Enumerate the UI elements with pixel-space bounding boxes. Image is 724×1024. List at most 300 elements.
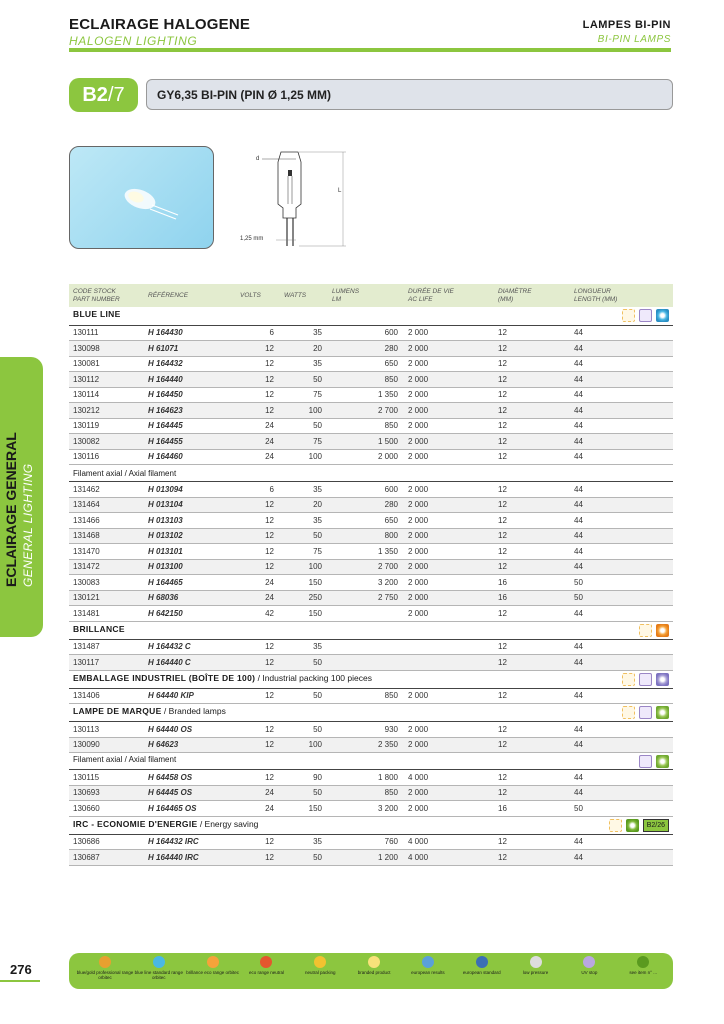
table-row: [69, 544, 673, 560]
cell-volts: 24: [236, 418, 280, 434]
table-row: [69, 513, 673, 529]
cell-watts: 50: [280, 418, 328, 434]
cell-ref: H 013103: [144, 513, 236, 529]
table-subsection-header: [69, 753, 673, 770]
dash-icon: [622, 673, 635, 686]
legend-label: eco range neutral: [248, 970, 284, 975]
section-subtitle: / Industrial packing 100 pieces: [255, 672, 372, 683]
cell-volts: 6: [236, 325, 280, 341]
circ-lilac-icon: [656, 673, 669, 686]
circ-blue-icon: [656, 309, 669, 322]
header-right: [583, 19, 671, 45]
section-subtitle: / Axial filament: [122, 754, 177, 764]
table-row: [69, 497, 673, 513]
cell-length: 50: [570, 575, 673, 591]
table-row: [69, 655, 673, 671]
legend-symbol-icon: [583, 956, 595, 968]
cell-length: 44: [570, 513, 673, 529]
section-title: LAMPE DE MARQUE: [73, 706, 162, 716]
cell-ref: H 64623: [144, 737, 236, 753]
table-row: [69, 801, 673, 817]
cell-lumens: 2 700: [328, 559, 404, 575]
cell-code: 131470: [69, 544, 144, 560]
cell-ref: H 013101: [144, 544, 236, 560]
table-row: [69, 834, 673, 850]
cell-diameter: 12: [494, 722, 570, 738]
section-subtitle: / Branded lamps: [161, 706, 226, 716]
cell-ref: H 642150: [144, 606, 236, 622]
cell-length: 44: [570, 387, 673, 403]
cell-watts: 50: [280, 528, 328, 544]
cell-volts: 12: [236, 737, 280, 753]
side-tab: [0, 357, 43, 637]
cell-watts: 20: [280, 341, 328, 357]
cell-ref: H 64440 OS: [144, 722, 236, 738]
legend-label: brillance eco range orbitec: [186, 970, 240, 975]
table-row: [69, 434, 673, 450]
cell-ref: H 164440 IRC: [144, 850, 236, 866]
cell-life: 2 000: [404, 528, 494, 544]
cell-volts: 12: [236, 559, 280, 575]
lamp-dimension-diagram: [236, 146, 366, 252]
cell-code: 130090: [69, 737, 144, 753]
cell-diameter: 12: [494, 449, 570, 465]
cell-code: 131464: [69, 497, 144, 513]
cell-code: 130660: [69, 801, 144, 817]
cell-watts: 50: [280, 688, 328, 704]
cell-life: 4 000: [404, 850, 494, 866]
cell-code: 130112: [69, 372, 144, 388]
cell-life: 2 000: [404, 722, 494, 738]
cell-code: 130686: [69, 834, 144, 850]
cell-diameter: 12: [494, 737, 570, 753]
cell-ref: H 64440 KIP: [144, 688, 236, 704]
cell-life: [404, 639, 494, 655]
cell-lumens: 1 800: [328, 770, 404, 786]
cell-length: 44: [570, 639, 673, 655]
cell-lumens: 800: [328, 528, 404, 544]
cell-volts: 12: [236, 372, 280, 388]
dash-icon: [622, 309, 635, 322]
cell-lumens: 650: [328, 513, 404, 529]
cell-ref: H 164445: [144, 418, 236, 434]
cell-volts: 12: [236, 639, 280, 655]
legend-item: [506, 956, 566, 975]
cell-life: 2 000: [404, 497, 494, 513]
cell-volts: 12: [236, 544, 280, 560]
cell-diameter: 12: [494, 559, 570, 575]
cell-length: 44: [570, 606, 673, 622]
legend-symbol-icon: [422, 956, 434, 968]
legend-item: [183, 956, 243, 975]
legend-label: european standard: [462, 970, 501, 975]
cell-watts: 35: [280, 834, 328, 850]
cell-life: 4 000: [404, 770, 494, 786]
lamp-photo-icon: [70, 147, 215, 250]
table-row: [69, 403, 673, 419]
cell-length: 44: [570, 449, 673, 465]
cell-code: 130098: [69, 341, 144, 357]
cell-diameter: 16: [494, 590, 570, 606]
circ-green2-icon: [656, 706, 669, 719]
grid-icon: [639, 673, 652, 686]
cell-lumens: 3 200: [328, 575, 404, 591]
cell-diameter: 12: [494, 356, 570, 372]
cell-life: 2 000: [404, 325, 494, 341]
col-header-lumens: LUMENS LM: [328, 284, 404, 307]
cell-life: 2 000: [404, 449, 494, 465]
cell-ref: H 61071: [144, 341, 236, 357]
cell-length: 44: [570, 528, 673, 544]
table-row: [69, 528, 673, 544]
cell-diameter: 12: [494, 341, 570, 357]
cell-volts: 24: [236, 590, 280, 606]
cell-code: 130687: [69, 850, 144, 866]
table-row: [69, 341, 673, 357]
legend-label: UV stop: [581, 970, 598, 975]
table-row: [69, 387, 673, 403]
legend-symbol-icon: [99, 956, 111, 968]
cell-code: 130212: [69, 403, 144, 419]
cell-ref: H 64458 OS: [144, 770, 236, 786]
cell-length: 44: [570, 341, 673, 357]
legend-label: neutral packing: [305, 970, 336, 975]
cell-volts: 24: [236, 785, 280, 801]
cell-lumens: 850: [328, 785, 404, 801]
legend-symbol-icon: [314, 956, 326, 968]
table-row: [69, 770, 673, 786]
cell-volts: 24: [236, 449, 280, 465]
cell-diameter: 16: [494, 801, 570, 817]
table-section-header: [69, 816, 673, 834]
table-row: [69, 639, 673, 655]
cell-diameter: 12: [494, 655, 570, 671]
cell-diameter: 12: [494, 325, 570, 341]
cell-diameter: 12: [494, 497, 570, 513]
cell-volts: 6: [236, 482, 280, 498]
legend-symbol-icon: [368, 956, 380, 968]
cell-watts: 35: [280, 639, 328, 655]
cell-lumens: [328, 606, 404, 622]
cell-ref: H 164440: [144, 372, 236, 388]
table-row: [69, 785, 673, 801]
cell-lumens: 850: [328, 418, 404, 434]
circ-orange-icon: [656, 624, 669, 637]
table-row: [69, 372, 673, 388]
col-header-watts: WATTS: [280, 284, 328, 307]
cell-volts: 42: [236, 606, 280, 622]
cell-diameter: 12: [494, 688, 570, 704]
cell-watts: 150: [280, 606, 328, 622]
table-row: [69, 606, 673, 622]
legend-label: low pressure: [522, 970, 549, 975]
cell-length: 44: [570, 325, 673, 341]
cell-length: 44: [570, 434, 673, 450]
header-category-fr: LAMPES BI-PIN: [582, 19, 671, 31]
cell-ref: H 164450: [144, 387, 236, 403]
cell-lumens: 280: [328, 497, 404, 513]
cell-diameter: 12: [494, 606, 570, 622]
circ-green2-icon: [656, 755, 669, 768]
cell-volts: 12: [236, 834, 280, 850]
side-tab-title-fr: ECLAIRAGE GENERAL: [3, 432, 19, 587]
cell-life: 2 000: [404, 559, 494, 575]
legend-item: [398, 956, 458, 975]
base-title: GY6,35 BI-PIN (PIN Ø 1,25 MM): [146, 79, 673, 110]
grid-icon: [639, 706, 652, 719]
cell-life: 2 000: [404, 688, 494, 704]
table-section-header: [69, 307, 673, 325]
section-subtitle: / Axial filament: [122, 468, 177, 478]
product-table: [69, 284, 673, 866]
col-header-volts: VOLTS: [236, 284, 280, 307]
cell-code: 131472: [69, 559, 144, 575]
legend-symbol-icon: [530, 956, 542, 968]
cell-code: 130081: [69, 356, 144, 372]
header-title-fr: ECLAIRAGE HALOGENE: [69, 16, 251, 33]
table-row: [69, 325, 673, 341]
cell-life: 2 000: [404, 513, 494, 529]
cell-code: 130117: [69, 655, 144, 671]
cell-length: 44: [570, 356, 673, 372]
table-section-header: [69, 621, 673, 639]
diagram-pin-label: 1,25 mm: [240, 236, 264, 242]
cell-watts: 100: [280, 403, 328, 419]
cell-lumens: 280: [328, 341, 404, 357]
cell-watts: 75: [280, 387, 328, 403]
cell-diameter: 12: [494, 482, 570, 498]
cell-life: 2 000: [404, 341, 494, 357]
cell-code: 130113: [69, 722, 144, 738]
circ-green-icon: [626, 819, 639, 832]
legend-item: [236, 956, 296, 975]
section-title: Filament axial: [73, 468, 123, 478]
cell-code: 130082: [69, 434, 144, 450]
legend-symbol-icon: [207, 956, 219, 968]
table-row: [69, 850, 673, 866]
cell-diameter: 12: [494, 403, 570, 419]
cell-length: 44: [570, 559, 673, 575]
section-icons: [635, 755, 669, 768]
cell-diameter: 16: [494, 575, 570, 591]
cell-watts: 20: [280, 497, 328, 513]
cell-watts: 150: [280, 801, 328, 817]
col-header-length: LONGUEUR LENGTH (MM): [570, 284, 673, 307]
legend-item: [613, 956, 673, 975]
section-title: Filament axial: [73, 754, 123, 764]
legend-label: blue line standard range orbitec: [134, 970, 183, 980]
cell-diameter: 12: [494, 785, 570, 801]
cell-watts: 35: [280, 513, 328, 529]
cell-diameter: 12: [494, 544, 570, 560]
cell-code: 130111: [69, 325, 144, 341]
section-code-slash: /: [107, 84, 114, 106]
col-header-life: DURÉE DE VIE AC LIFE: [404, 284, 494, 307]
header-title-en: HALOGEN LIGHTING: [69, 34, 198, 48]
cell-lumens: 650: [328, 356, 404, 372]
cell-volts: 12: [236, 655, 280, 671]
cell-length: 44: [570, 544, 673, 560]
cell-code: 130083: [69, 575, 144, 591]
cell-volts: 12: [236, 722, 280, 738]
cell-life: 2 000: [404, 403, 494, 419]
page-number: 276: [10, 962, 32, 977]
table-section-header: [69, 670, 673, 688]
cell-ref: H 164465: [144, 575, 236, 591]
cell-watts: 50: [280, 785, 328, 801]
cell-watts: 90: [280, 770, 328, 786]
product-photo: [69, 146, 214, 249]
cell-watts: 150: [280, 575, 328, 591]
cell-length: 44: [570, 737, 673, 753]
cell-lumens: 3 200: [328, 801, 404, 817]
cell-lumens: 2 750: [328, 590, 404, 606]
cell-lumens: 1 350: [328, 387, 404, 403]
cell-volts: 12: [236, 688, 280, 704]
table-row: [69, 559, 673, 575]
legend-symbol-icon: [153, 956, 165, 968]
table-subsection-header: [69, 465, 673, 482]
legend-label: blue/gold professional range orbitec: [76, 970, 134, 980]
cell-length: 44: [570, 850, 673, 866]
cell-watts: 100: [280, 559, 328, 575]
col-header-diameter: DIAMÈTRE (MM): [494, 284, 570, 307]
cell-life: 4 000: [404, 834, 494, 850]
legend-label: see item n° ...: [629, 970, 657, 975]
table-row: [69, 449, 673, 465]
diagram-d-label: d: [256, 156, 260, 162]
cell-lumens: 2 700: [328, 403, 404, 419]
cell-diameter: 12: [494, 418, 570, 434]
cell-code: 130119: [69, 418, 144, 434]
cell-volts: 12: [236, 356, 280, 372]
table-header-row: [69, 284, 673, 307]
table-row: [69, 356, 673, 372]
cell-length: 44: [570, 418, 673, 434]
legend-label: european results: [411, 970, 445, 975]
cell-ref: H 164623: [144, 403, 236, 419]
grid-icon: [639, 309, 652, 322]
cell-code: 131462: [69, 482, 144, 498]
cross-reference-badge: B2/26: [643, 819, 669, 832]
cell-life: 2 000: [404, 387, 494, 403]
cell-ref: H 164432 C: [144, 639, 236, 655]
col-header-ref: RÉFÉRENCE: [144, 284, 236, 307]
legend-item: [290, 956, 350, 975]
cell-lumens: 850: [328, 372, 404, 388]
section-title: IRC - ECONOMIE D'ENERGIE: [73, 818, 198, 829]
header-divider: [69, 48, 671, 52]
table-row: [69, 688, 673, 704]
section-code-sub: 7: [113, 84, 125, 106]
cell-length: 44: [570, 403, 673, 419]
cell-ref: H 013102: [144, 528, 236, 544]
legend-symbol-icon: [476, 956, 488, 968]
cell-lumens: 850: [328, 688, 404, 704]
legend-item: [344, 956, 404, 975]
cell-diameter: 12: [494, 372, 570, 388]
section-title: EMBALLAGE INDUSTRIEL (BOÎTE DE 100): [73, 672, 256, 683]
cell-code: 130114: [69, 387, 144, 403]
dash-icon: [609, 819, 622, 832]
cell-volts: 12: [236, 770, 280, 786]
section-code-badge: [69, 78, 138, 112]
cell-life: 2 000: [404, 575, 494, 591]
table-row: [69, 737, 673, 753]
section-title: BLUE LINE: [73, 309, 121, 320]
cell-length: 44: [570, 482, 673, 498]
dash-icon: [622, 706, 635, 719]
section-subtitle: / Energy saving: [197, 818, 259, 829]
cell-lumens: 1 200: [328, 850, 404, 866]
cell-volts: 12: [236, 850, 280, 866]
cell-diameter: 12: [494, 513, 570, 529]
cell-length: 50: [570, 590, 673, 606]
cell-watts: 50: [280, 655, 328, 671]
table-body: [69, 307, 673, 865]
cell-ref: H 164432: [144, 356, 236, 372]
cell-watts: 35: [280, 356, 328, 372]
cell-ref: H 164455: [144, 434, 236, 450]
legend-item: [452, 956, 512, 975]
cell-volts: 24: [236, 434, 280, 450]
section-title: BRILLANCE: [73, 623, 125, 634]
legend-item: [559, 956, 619, 975]
cell-volts: 12: [236, 387, 280, 403]
cell-ref: H 013104: [144, 497, 236, 513]
cell-code: 131481: [69, 606, 144, 622]
cell-lumens: 930: [328, 722, 404, 738]
cell-length: 44: [570, 834, 673, 850]
cell-life: 2 000: [404, 482, 494, 498]
cell-watts: 75: [280, 544, 328, 560]
table-row: [69, 590, 673, 606]
cell-life: 2 000: [404, 590, 494, 606]
table-row: [69, 418, 673, 434]
cell-diameter: 12: [494, 834, 570, 850]
cell-code: 131468: [69, 528, 144, 544]
cell-ref: H 164465 OS: [144, 801, 236, 817]
legend-item: [75, 956, 135, 980]
cell-life: [404, 655, 494, 671]
cell-life: 2 000: [404, 544, 494, 560]
cell-life: 2 000: [404, 737, 494, 753]
cell-watts: 50: [280, 850, 328, 866]
cell-ref: H 164440 C: [144, 655, 236, 671]
cell-watts: 100: [280, 449, 328, 465]
cell-lumens: 2 350: [328, 737, 404, 753]
cell-lumens: 600: [328, 325, 404, 341]
cell-watts: 250: [280, 590, 328, 606]
cell-diameter: 12: [494, 434, 570, 450]
section-icons: [605, 819, 669, 832]
cell-code: 130693: [69, 785, 144, 801]
cell-life: 2 000: [404, 434, 494, 450]
cell-volts: 12: [236, 403, 280, 419]
cell-lumens: [328, 639, 404, 655]
cell-watts: 50: [280, 722, 328, 738]
cell-diameter: 12: [494, 387, 570, 403]
cell-ref: H 164430: [144, 325, 236, 341]
cell-watts: 100: [280, 737, 328, 753]
table-row: [69, 482, 673, 498]
cell-length: 44: [570, 722, 673, 738]
dash-icon: [639, 624, 652, 637]
cell-code: 130115: [69, 770, 144, 786]
cell-diameter: 12: [494, 770, 570, 786]
cell-code: 131406: [69, 688, 144, 704]
section-icons: [618, 673, 669, 686]
